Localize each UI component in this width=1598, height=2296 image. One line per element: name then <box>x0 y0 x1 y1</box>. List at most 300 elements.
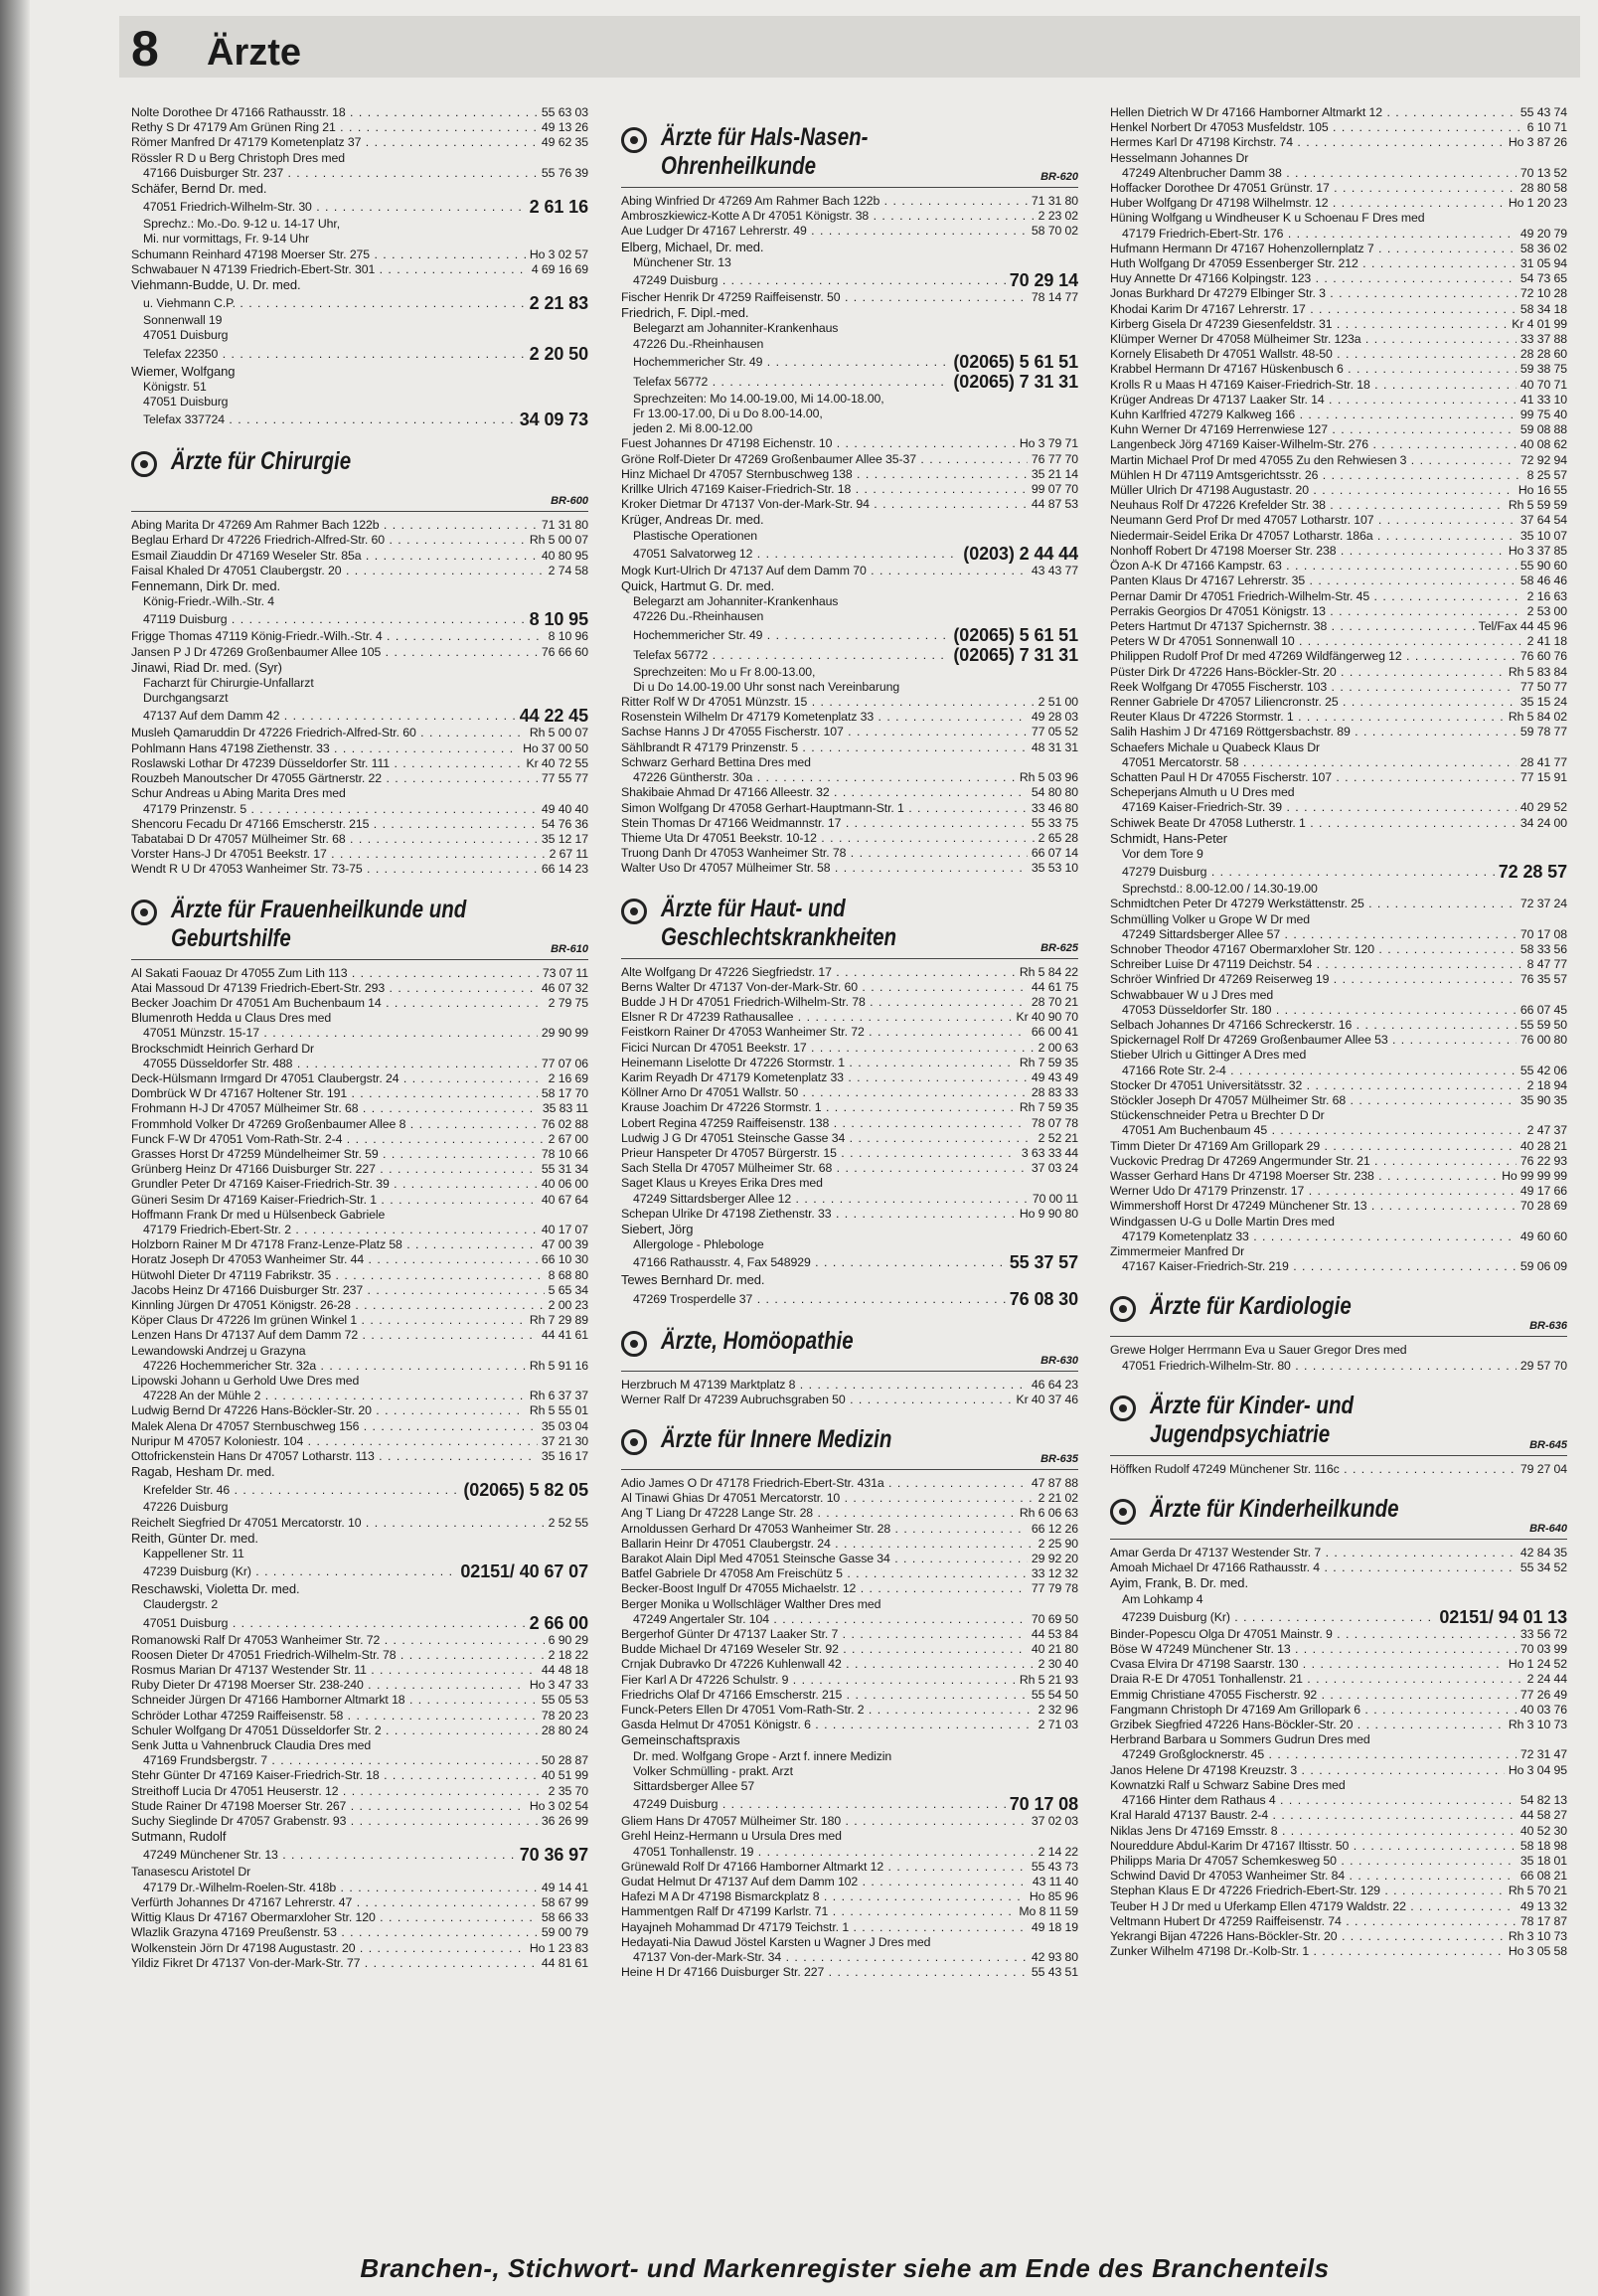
listing-entry <box>131 1516 588 1531</box>
listing-phone: 2 65 28 <box>1035 831 1078 846</box>
listing-entry <box>621 770 1078 785</box>
listing-entry <box>1110 1215 1567 1230</box>
listing-phone: 37 03 24 <box>1028 1161 1078 1176</box>
listing-name: Schnober Theodor 47167 Obermarxloher Str. 120 . . . <box>1110 942 1567 956</box>
listing-name: Emmig Christiane 47055 Fischerstr. 92 . . . <box>1110 1688 1567 1702</box>
listing-name: Kroker Dietmar Dr 47137 Von-der-Mark-Str. 94 . . . <box>621 497 1078 511</box>
listing-name: 47169 Kaiser-Friedrich-Str. 39 . . . <box>1122 800 1567 814</box>
listing-entry <box>131 660 588 676</box>
listing-name: Pohlmann Hans 47198 Ziethenstr. 33 . . . <box>131 741 588 755</box>
listing-name: Hüning Wolfgang u Windheuser K u Schoenau F Dres med <box>1110 211 1425 226</box>
listing-phone: 77 55 77 <box>538 771 588 786</box>
listing-entry <box>1110 483 1567 498</box>
listing-phone: 66 10 30 <box>538 1252 588 1267</box>
listing-entry <box>621 645 1078 665</box>
listing-name: Grehl Heinz-Hermann u Ursula Dres med <box>621 1829 842 1844</box>
listing-entry <box>621 980 1078 995</box>
listing-entry <box>131 741 588 756</box>
listing-entry <box>621 801 1078 816</box>
listing-name: Hayajneh Mohammad Dr 47179 Teichstr. 1 . . . <box>621 1920 1078 1934</box>
listing-name: Schneider Jürgen Dr 47166 Hamborner Altmarkt 18 . . . <box>131 1693 588 1707</box>
listing-name: Hochemmericher Str. 49 . . . <box>633 355 1078 369</box>
listing-name: Nonhoff Robert Dr 47198 Moerser Str. 238 . . . <box>1110 544 1567 558</box>
section-heading <box>621 123 1078 188</box>
listing-phone: 55 90 60 <box>1517 559 1567 574</box>
listing-entry <box>621 1950 1078 1965</box>
listing-name: Nolte Dorothee Dr 47166 Rathausstr. 18 . . . <box>131 105 588 119</box>
listing-name: Frigge Thomas 47119 König-Friedr.-Wilh.-Str. 4 . . . <box>131 629 588 643</box>
listing-entry <box>621 710 1078 725</box>
listing-entry <box>131 344 588 364</box>
listing-entry <box>621 372 1078 392</box>
listing-phone: 35 10 07 <box>1517 529 1567 544</box>
listing-phone: 76 02 88 <box>538 1117 588 1132</box>
listing-name: 47051 Duisburg <box>143 395 229 410</box>
listing-name: Perrakis Georgios Dr 47051 Königstr. 13 . . . <box>1110 604 1567 618</box>
listing-phone: 3 63 33 44 <box>1018 1146 1078 1161</box>
listing-entry <box>1110 135 1567 150</box>
listing-entry <box>1110 988 1567 1003</box>
listing-name: Cvasa Elvira Dr 47198 Saarstr. 130 . . . <box>1110 1657 1567 1671</box>
listing-entry <box>1110 1657 1567 1672</box>
listing-name: Noureddure Abdul-Karim Dr 47167 Iltisstr. 50 . . . <box>1110 1839 1567 1853</box>
listing-entry <box>131 1663 588 1678</box>
listing-name: 47167 Kaiser-Friedrich-Str. 219 . . . <box>1122 1259 1567 1273</box>
listing-entry <box>1110 695 1567 710</box>
listing-phone: 78 07 78 <box>1028 1116 1078 1131</box>
listing-entry <box>131 1941 588 1956</box>
listing-entry <box>131 1829 588 1845</box>
listing-phone: 58 34 18 <box>1517 302 1567 317</box>
listing-name: Münchener Str. 13 <box>633 254 731 269</box>
listing-entry <box>1110 422 1567 437</box>
listing-phone: 44 87 53 <box>1028 497 1078 512</box>
listing-phone: 2 30 40 <box>1035 1657 1078 1672</box>
listing-name: Huy Annette Dr 47166 Kolpingstr. 123 . . . <box>1110 271 1567 285</box>
listing-entry <box>131 676 588 691</box>
listing-name: Budde Michael Dr 47169 Weseler Str. 92 . . . <box>621 1642 1078 1656</box>
listing-entry <box>1110 1230 1567 1244</box>
listing-entry <box>1110 408 1567 422</box>
listing-entry <box>621 224 1078 239</box>
listing-name: Friedrichs Olaf Dr 47166 Emscherstr. 215 . . . <box>621 1688 1078 1702</box>
listing-name: Reschawski, Violetta Dr. med. <box>131 1581 300 1597</box>
listing-entry <box>131 1208 588 1223</box>
listing-name: Reith, Günter Dr. med. <box>131 1530 258 1546</box>
listing-name: 47051 Mercatorstr. 58 . . . <box>1122 755 1567 769</box>
listing-phone: Ho 3 79 71 <box>1016 436 1078 451</box>
listing-entry <box>621 1889 1078 1904</box>
listing-entry <box>621 436 1078 451</box>
listing-name: Wittig Klaus Dr 47167 Obermarxloher Str. 120 . . . <box>131 1910 588 1924</box>
listing-entry <box>621 305 1078 321</box>
listing-name: 47137 Von-der-Mark-Str. 34 . . . <box>633 1950 1078 1964</box>
listing-name: Thieme Uta Dr 47051 Beekstr. 10-12 . . . <box>621 831 1078 845</box>
listing-name: Dombrück W Dr 47167 Holtener Str. 191 . . . <box>131 1086 588 1100</box>
page-spine-shadow <box>0 0 30 2296</box>
listing-name: 47179 Friedrich-Ebert-Str. 176 . . . <box>1122 227 1567 241</box>
listing-phone: 55 43 73 <box>1028 1860 1078 1875</box>
listing-entry <box>131 518 588 533</box>
listing-name: Durchgangsarzt <box>143 691 229 706</box>
listing-phone: 76 35 57 <box>1517 972 1567 987</box>
section-bullet-icon <box>621 127 647 153</box>
listing-name: Stieber Ulrich u Gittinger A Dres med <box>1110 1048 1307 1063</box>
listing-entry <box>131 1531 588 1547</box>
listing-entry <box>621 1192 1078 1207</box>
listing-name: Fennemann, Dirk Dr. med. <box>131 578 281 594</box>
listing-phone: Rh 5 03 96 <box>1016 770 1078 785</box>
listing-entry <box>1110 1575 1567 1591</box>
listing-name: Gliem Hans Dr 47057 Mülheimer Str. 180 . . . <box>621 1814 1078 1828</box>
listing-name: Berns Walter Dr 47137 Von-der-Mark-Str. 60 . . . <box>621 980 1078 994</box>
listing-phone: 49 14 41 <box>538 1881 588 1895</box>
listing-entry <box>131 578 588 594</box>
listing-phone: 48 31 31 <box>1028 740 1078 755</box>
listing-name: Sprechzeiten: Mo 14.00-19.00, Mi 14.00-18.00, <box>633 391 884 406</box>
listing-entry <box>1110 1703 1567 1718</box>
listing-phone: 58 70 02 <box>1028 224 1078 239</box>
listing-phone: 99 75 40 <box>1517 408 1567 422</box>
listing-phone: Rh 5 21 93 <box>1016 1673 1078 1688</box>
listing-entry <box>131 1374 588 1389</box>
listing-name: Amar Gerda Dr 47137 Westender Str. 7 . . . <box>1110 1546 1567 1559</box>
listing-entry <box>1110 1778 1567 1793</box>
listing-entry <box>1110 1763 1567 1778</box>
listing-name: Romanowski Ralf Dr 47053 Wanheimer Str. 72 . . . <box>131 1633 588 1647</box>
listing-entry <box>1110 513 1567 528</box>
listing-phone: 2 74 58 <box>545 564 588 578</box>
listing-name: Sach Stella Dr 47057 Mülheimer Str. 68 . . . <box>621 1161 1078 1175</box>
listing-phone: Rh 3 10 73 <box>1505 1718 1567 1732</box>
listing-phone: 72 92 94 <box>1517 453 1567 468</box>
listing-entry <box>621 209 1078 224</box>
branch-code: BR-625 <box>1040 941 1078 954</box>
listing-name: Suchy Sieglinde Dr 47057 Grabenstr. 93 . . . <box>131 1814 588 1828</box>
listing-entry <box>131 1268 588 1283</box>
listing-name: Römer Manfred Dr 47179 Kometenplatz 37 . . . <box>131 135 588 149</box>
listing-entry <box>1110 378 1567 393</box>
listing-phone: 40 06 00 <box>538 1177 588 1192</box>
column-2 <box>621 105 1078 1980</box>
listing-phone: Ho 1 20 23 <box>1505 196 1567 211</box>
listing-phone: 66 07 14 <box>1028 846 1078 861</box>
listing-name: Herzbruch M 47139 Marktplatz 8 . . . <box>621 1378 1078 1392</box>
listing-entry <box>1110 1839 1567 1854</box>
listing-entry <box>621 665 1078 680</box>
listing-name: Schiwek Beate Dr 47058 Lutherstr. 1 . . . <box>1110 816 1567 830</box>
listing-name: Timm Dieter Dr 47169 Am Grillopark 29 . . . <box>1110 1139 1567 1153</box>
listing-phone: Ho 3 37 85 <box>1505 544 1567 559</box>
listing-entry <box>621 1597 1078 1612</box>
listing-name: 47249 Großglocknerstr. 45 . . . <box>1122 1747 1567 1761</box>
listing-entry <box>131 1101 588 1116</box>
listing-entry <box>621 1566 1078 1581</box>
listing-phone: 58 67 99 <box>538 1895 588 1910</box>
listing-name: Henkel Norbert Dr 47053 Musfeldstr. 105 . . . <box>1110 120 1567 134</box>
listing-phone: Mo 8 11 59 <box>1015 1904 1078 1919</box>
listing-name: Telefax 337724 . . . <box>143 412 588 426</box>
listing-entry <box>1110 1343 1567 1358</box>
section-heading <box>131 447 588 512</box>
listing-phone: 2 16 63 <box>1523 589 1567 604</box>
listing-name: Rosenstein Wilhelm Dr 47179 Kometenplatz 33 . . . <box>621 710 1078 724</box>
section-heading <box>131 896 588 960</box>
listing-name: Janos Helene Dr 47198 Kreuzstr. 3 . . . <box>1110 1763 1567 1777</box>
listing-entry <box>131 786 588 801</box>
listing-phone: 44 81 61 <box>538 1956 588 1971</box>
listing-phone: 29 90 99 <box>538 1026 588 1041</box>
section-title: Ärzte, Homöopathie <box>661 1326 854 1355</box>
listing-phone: Ho 3 02 57 <box>526 247 588 262</box>
listing-entry <box>1110 1824 1567 1839</box>
listing-entry <box>131 1500 588 1515</box>
listing-entry <box>1110 271 1567 286</box>
section-heading <box>1110 1495 1567 1540</box>
listing-name: 47226 Du.-Rheinhausen <box>633 336 764 351</box>
listing-phone: 58 18 98 <box>1517 1839 1567 1854</box>
listing-entry <box>621 740 1078 755</box>
listing-name: Budde J H Dr 47051 Friedrich-Wilhelm-Str. 78 . . . <box>621 995 1078 1009</box>
listing-entry <box>131 1193 588 1208</box>
listing-name: Di u Do 14.00-19.00 Uhr sonst nach Vereinbarung <box>633 679 900 694</box>
listing-entry <box>131 247 588 262</box>
listing-name: Prieur Hanspeter Dr 47057 Bürgerstr. 15 . . . <box>621 1146 1078 1160</box>
listing-name: Hütwohl Dieter Dr 47119 Fabrikstr. 35 . . . <box>131 1268 588 1282</box>
listing-entry <box>131 1581 588 1597</box>
listing-entry <box>131 1071 588 1086</box>
listing-entry <box>621 194 1078 209</box>
listing-entry <box>131 564 588 578</box>
listing-name: 47249 Angertaler Str. 104 . . . <box>633 1612 1078 1626</box>
listing-name: Senk Jutta u Vahnenbruck Claudia Dres med <box>131 1738 372 1753</box>
listing-name: Schäfer, Bernd Dr. med. <box>131 181 267 197</box>
listing-entry <box>621 1289 1078 1309</box>
listing-entry <box>1110 166 1567 181</box>
listing-entry <box>1110 1093 1567 1108</box>
listing-entry <box>131 1298 588 1313</box>
listing-entry <box>131 1389 588 1403</box>
listing-phone: 49 60 60 <box>1517 1230 1567 1244</box>
listing-entry <box>131 1283 588 1298</box>
listing-phone: 40 28 21 <box>1517 1139 1567 1154</box>
listing-name: Fischer Henrik Dr 47259 Raiffeisenstr. 50 . . . <box>621 290 1078 304</box>
listing-entry <box>621 1070 1078 1085</box>
listing-entry <box>131 771 588 786</box>
listing-name: Hoffmann Frank Dr med u Hülsenbeck Gabriele <box>131 1207 386 1222</box>
listing-entry <box>621 1732 1078 1748</box>
listing-name: Batfel Gabriele Dr 47058 Am Freischütz 5 . . . <box>621 1566 1078 1580</box>
listing-entry <box>1110 831 1567 847</box>
listing-name: Frohmann H-J Dr 47057 Mülheimer Str. 68 . . . <box>131 1101 588 1115</box>
listing-entry <box>621 1222 1078 1237</box>
listing-entry <box>1110 755 1567 770</box>
listing-name: 47166 Duisburger Str. 237 . . . <box>143 166 588 180</box>
listing-name: Gudat Helmut Dr 47137 Auf dem Damm 102 . . . <box>621 1875 1078 1888</box>
listing-entry <box>621 1491 1078 1506</box>
listing-name: Lipowski Johann u Gerhold Uwe Dres med <box>131 1374 360 1388</box>
listing-name: 47179 Prinzenstr. 5 . . . <box>143 802 588 816</box>
listing-entry <box>1110 942 1567 957</box>
listing-entry <box>131 1252 588 1267</box>
listing-name: Simon Wolfgang Dr 47058 Gerhart-Hauptmann-Str. 1 . . . <box>621 801 1078 815</box>
listing-phone: Ho 3 05 58 <box>1505 1944 1567 1959</box>
listing-entry <box>131 380 588 395</box>
listing-phone: 70 36 97 <box>516 1845 588 1865</box>
listing-name: Feistkorn Rainer Dr 47053 Wanheimer Str. 72 . . . <box>621 1025 1078 1039</box>
listing-name: 47051 Friedrich-Wilhelm-Str. 80 . . . <box>1122 1359 1567 1373</box>
listing-name: Funck-Peters Ellen Dr 47051 Vom-Rath-Str. 2 . . . <box>621 1703 1078 1717</box>
listing-name: Hoffacker Dorothee Dr 47051 Grünstr. 17 . . . <box>1110 181 1567 195</box>
listing-phone: 2 61 16 <box>526 197 588 217</box>
listing-phone: 37 64 54 <box>1517 513 1567 528</box>
listing-name: Ludwig J G Dr 47051 Steinsche Gasse 34 . . . <box>621 1131 1078 1145</box>
section-bullet-icon <box>621 1429 647 1455</box>
listing-name: Hochemmericher Str. 49 . . . <box>633 628 1078 642</box>
listing-entry <box>1110 544 1567 559</box>
listing-name: Frommhold Volker Dr 47269 Großenbaumer Allee 8 . . . <box>131 1117 588 1131</box>
listing-name: Schur Andreas u Abing Marita Dres med <box>131 786 346 801</box>
section-bullet-icon <box>1110 1395 1136 1421</box>
listing-entry <box>621 290 1078 305</box>
listing-name: 47055 Düsseldorfer Str. 488 . . . <box>143 1057 588 1070</box>
listing-phone: 40 08 62 <box>1517 437 1567 452</box>
listing-phone: 44 41 61 <box>538 1328 588 1343</box>
listing-name: Bergerhof Günter Dr 47137 Laaker Str. 7 . . . <box>621 1627 1078 1641</box>
listing-name: König-Friedr.-Wilh.-Str. 4 <box>143 594 275 609</box>
listing-name: Am Lohkamp 4 <box>1122 1591 1203 1606</box>
listing-name: Schuler Wolfgang Dr 47051 Düsseldorfer Str. 2 . . . <box>131 1723 588 1737</box>
listing-entry <box>131 1678 588 1693</box>
page-number: 8 <box>131 21 159 77</box>
listing-name: Hafezi M A Dr 47198 Bismarckplatz 8 . . . <box>621 1889 1078 1903</box>
listing-name: Hinz Michael Dr 47057 Sternbuschweg 138 . . . <box>621 467 1078 481</box>
listing-phone: 49 28 03 <box>1028 710 1078 725</box>
listing-name: Hesselmann Johannes Dr <box>1110 150 1249 165</box>
listing-phone: 76 60 76 <box>1517 649 1567 664</box>
listing-phone: 35 16 17 <box>538 1449 588 1464</box>
listing-name: 47137 Auf dem Damm 42 . . . <box>143 709 588 723</box>
listing-entry <box>1110 1154 1567 1169</box>
listing-entry <box>1110 1078 1567 1093</box>
listing-name: Ruby Dieter Dr 47198 Moerser Str. 238-240 . . . <box>131 1678 588 1692</box>
listing-entry <box>1110 1546 1567 1560</box>
listing-phone: 40 67 64 <box>538 1193 588 1208</box>
listing-entry <box>1110 1747 1567 1762</box>
listing-entry <box>1110 393 1567 408</box>
listing-name: Schreiber Luise Dr 47119 Deichstr. 54 . . . <box>1110 957 1567 971</box>
listing-entry <box>621 270 1078 290</box>
listing-phone: Rh 6 37 37 <box>526 1389 588 1403</box>
listing-entry <box>1110 498 1567 513</box>
listing-phone: 28 80 24 <box>538 1723 588 1738</box>
listing-entry <box>1110 1607 1567 1627</box>
listing-name: Rosmus Marian Dr 47137 Westender Str. 11 . . . <box>131 1663 588 1677</box>
listing-phone: (02065) 5 61 51 <box>949 625 1078 645</box>
listing-name: Rössler R D u Berg Christoph Dres med <box>131 150 345 165</box>
listing-entry <box>1110 770 1567 785</box>
listing-entry <box>131 1845 588 1865</box>
listing-name: Claudergstr. 2 <box>143 1597 219 1612</box>
section-title: Ärzte für Kardiologie <box>1150 1292 1352 1321</box>
listing-name: Werner Udo Dr 47179 Prinzenstr. 17 . . . <box>1110 1184 1567 1198</box>
listing-entry <box>131 181 588 197</box>
listing-entry <box>621 755 1078 770</box>
listing-name: Sutmann, Rudolf <box>131 1829 227 1845</box>
listing-phone: 2 52 55 <box>545 1516 588 1531</box>
listing-phone: 2 71 03 <box>1035 1718 1078 1732</box>
listing-phone: Ho 1 24 52 <box>1505 1657 1567 1672</box>
listing-phone: 2 00 23 <box>545 1298 588 1313</box>
listing-entry <box>1110 105 1567 120</box>
listing-entry <box>131 120 588 135</box>
listing-name: Ludwig Bernd Dr 47226 Hans-Böckler-Str. 20 . . . <box>131 1403 588 1417</box>
section-bullet-icon <box>621 899 647 924</box>
listing-phone: 49 43 49 <box>1028 1070 1078 1085</box>
listing-entry <box>1110 529 1567 544</box>
listing-name: Reek Wolfgang Dr 47055 Fischerstr. 103 . . . <box>1110 680 1567 694</box>
listing-phone: 37 02 03 <box>1028 1814 1078 1829</box>
listing-entry <box>131 706 588 726</box>
listing-entry <box>621 578 1078 594</box>
listing-name: 47166 Rote Str. 2-4 . . . <box>1122 1064 1567 1077</box>
listing-phone: Rh 6 06 63 <box>1016 1506 1078 1521</box>
listing-phone: 70 00 11 <box>1029 1192 1078 1207</box>
section-title: Ärzte für Frauenheilkunde und Geburtshilfe <box>171 895 467 952</box>
listing-phone: 70 69 50 <box>1028 1612 1078 1627</box>
listing-entry <box>131 1709 588 1723</box>
listing-entry <box>1110 665 1567 680</box>
listing-name: Peters Hartmut Dr 47137 Spichernstr. 38 . . . <box>1110 619 1567 633</box>
listing-name: Jinawi, Riad Dr. med. (Syr) <box>131 659 282 675</box>
listing-phone: 55 34 52 <box>1517 1560 1567 1575</box>
listing-phone: 33 37 88 <box>1517 332 1567 347</box>
listing-phone: 70 17 08 <box>1517 927 1567 942</box>
listing-entry <box>621 1552 1078 1566</box>
listing-phone: 8 47 77 <box>1523 957 1567 972</box>
listing-entry <box>131 1547 588 1561</box>
listing-entry <box>1110 725 1567 739</box>
listing-phone: 2 00 63 <box>1035 1041 1078 1056</box>
listing-name: Blumenroth Hedda u Claus Dres med <box>131 1011 332 1026</box>
listing-name: Salih Hashim J Dr 47169 Röttgersbachstr. 89 . . . <box>1110 725 1567 738</box>
listing-name: Jansen P J Dr 47269 Großenbaumer Allee 105 . . . <box>131 645 588 659</box>
listing-name: Wimmershoff Horst Dr 47249 Münchener Str. 13 . . . <box>1110 1199 1567 1213</box>
listing-name: Rouzbeh Manoutscher Dr 47055 Gärtnerstr. 22 . . . <box>131 771 588 785</box>
listing-phone: 46 07 32 <box>538 981 588 996</box>
listing-phone: 2 20 50 <box>526 344 588 364</box>
listing-entry <box>1110 882 1567 897</box>
listing-name: 47239 Duisburg (Kr) . . . <box>1122 1610 1567 1624</box>
listing-phone: 55 05 53 <box>538 1693 588 1708</box>
listing-name: Stocker Dr 47051 Universitätsstr. 32 . . . <box>1110 1078 1567 1092</box>
branch-code: BR-636 <box>1529 1320 1567 1333</box>
listing-entry <box>131 1359 588 1374</box>
listing-name: Saget Klaus u Kreyes Erika Dres med <box>621 1176 823 1191</box>
listing-entry <box>1110 242 1567 256</box>
listing-entry <box>621 1794 1078 1814</box>
listing-entry <box>1110 1884 1567 1898</box>
listing-name: 47051 Münzstr. 15-17 . . . <box>143 1026 588 1040</box>
listing-name: Krabbel Hermann Dr 47167 Hüskenbusch 6 . . . <box>1110 362 1567 376</box>
listing-name: Stehr Günter Dr 47169 Kaiser-Friedrich-Str. 18 . . . <box>131 1768 588 1782</box>
listing-phone: (02065) 5 82 05 <box>459 1480 588 1500</box>
listing-phone: 70 03 99 <box>1517 1642 1567 1657</box>
listing-entry <box>621 1779 1078 1794</box>
listing-entry <box>621 452 1078 467</box>
listing-entry <box>131 691 588 706</box>
listing-phone: 2 67 11 <box>546 847 588 862</box>
